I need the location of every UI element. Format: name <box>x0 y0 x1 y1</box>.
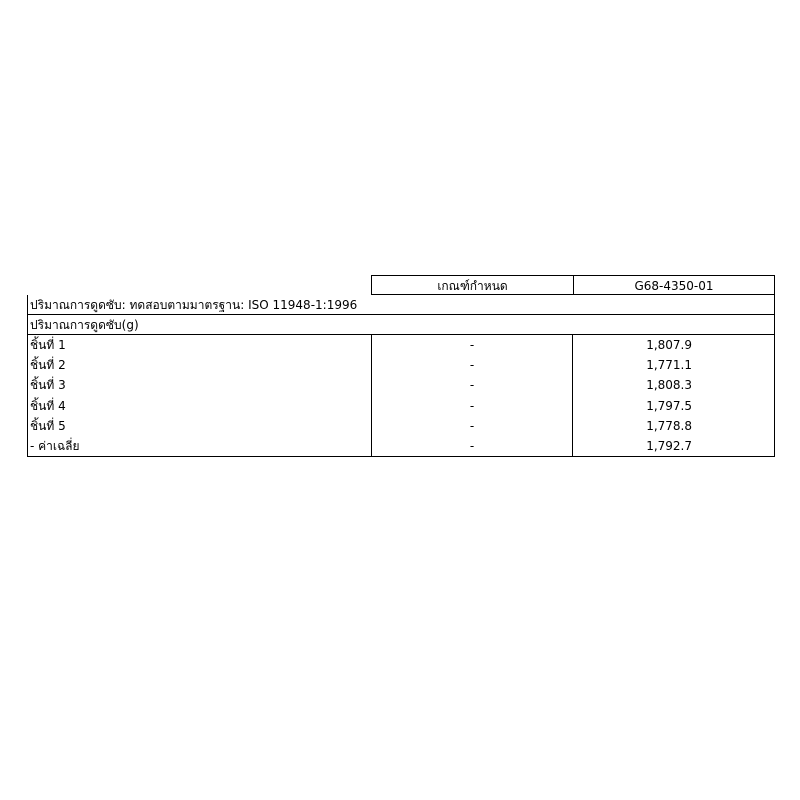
row-value: 1,792.7 <box>646 438 692 453</box>
row-value: 1,797.5 <box>646 398 692 413</box>
row-criteria: - <box>371 375 573 395</box>
row-label: ชิ้นที่ 5 <box>30 418 66 433</box>
table-row <box>28 355 774 375</box>
row-value: 1,778.8 <box>646 418 692 433</box>
subsection-title: ปริมาณการดูดซับ(g) <box>30 318 139 332</box>
table-row-average <box>28 436 774 456</box>
table-row <box>28 416 774 436</box>
data-rows <box>27 335 775 457</box>
section-title: ปริมาณการดูดซับ: ทดสอบตามมาตรฐาน: ISO 11948-1:1996 <box>30 298 358 312</box>
row-label: ชิ้นที่ 1 <box>30 338 66 352</box>
row-label: ชิ้นที่ 3 <box>30 378 66 393</box>
row-value: 1,771.1 <box>646 358 692 373</box>
row-label: ชิ้นที่ 4 <box>30 398 66 413</box>
row-label: - ค่าเฉลี่ย <box>30 438 80 453</box>
header-empty-cell <box>27 275 371 295</box>
subsection-title-row <box>27 315 775 335</box>
row-value: 1,808.3 <box>646 378 692 393</box>
table-row <box>28 335 774 355</box>
row-criteria: - <box>371 396 573 416</box>
row-criteria: - <box>371 416 573 436</box>
table-row <box>28 375 774 395</box>
results-table <box>27 275 775 457</box>
row-value: 1,807.9 <box>646 338 692 352</box>
table-header-row <box>27 275 775 295</box>
row-criteria: - <box>371 436 573 456</box>
row-criteria: - <box>371 335 573 355</box>
row-label: ชิ้นที่ 2 <box>30 358 66 373</box>
sample-column-header: G68-4350-01 <box>573 275 775 295</box>
table-row <box>28 396 774 416</box>
criteria-column-header: เกณฑ์กำหนด <box>371 275 573 295</box>
row-criteria: - <box>371 355 573 375</box>
section-title-row <box>27 295 775 315</box>
